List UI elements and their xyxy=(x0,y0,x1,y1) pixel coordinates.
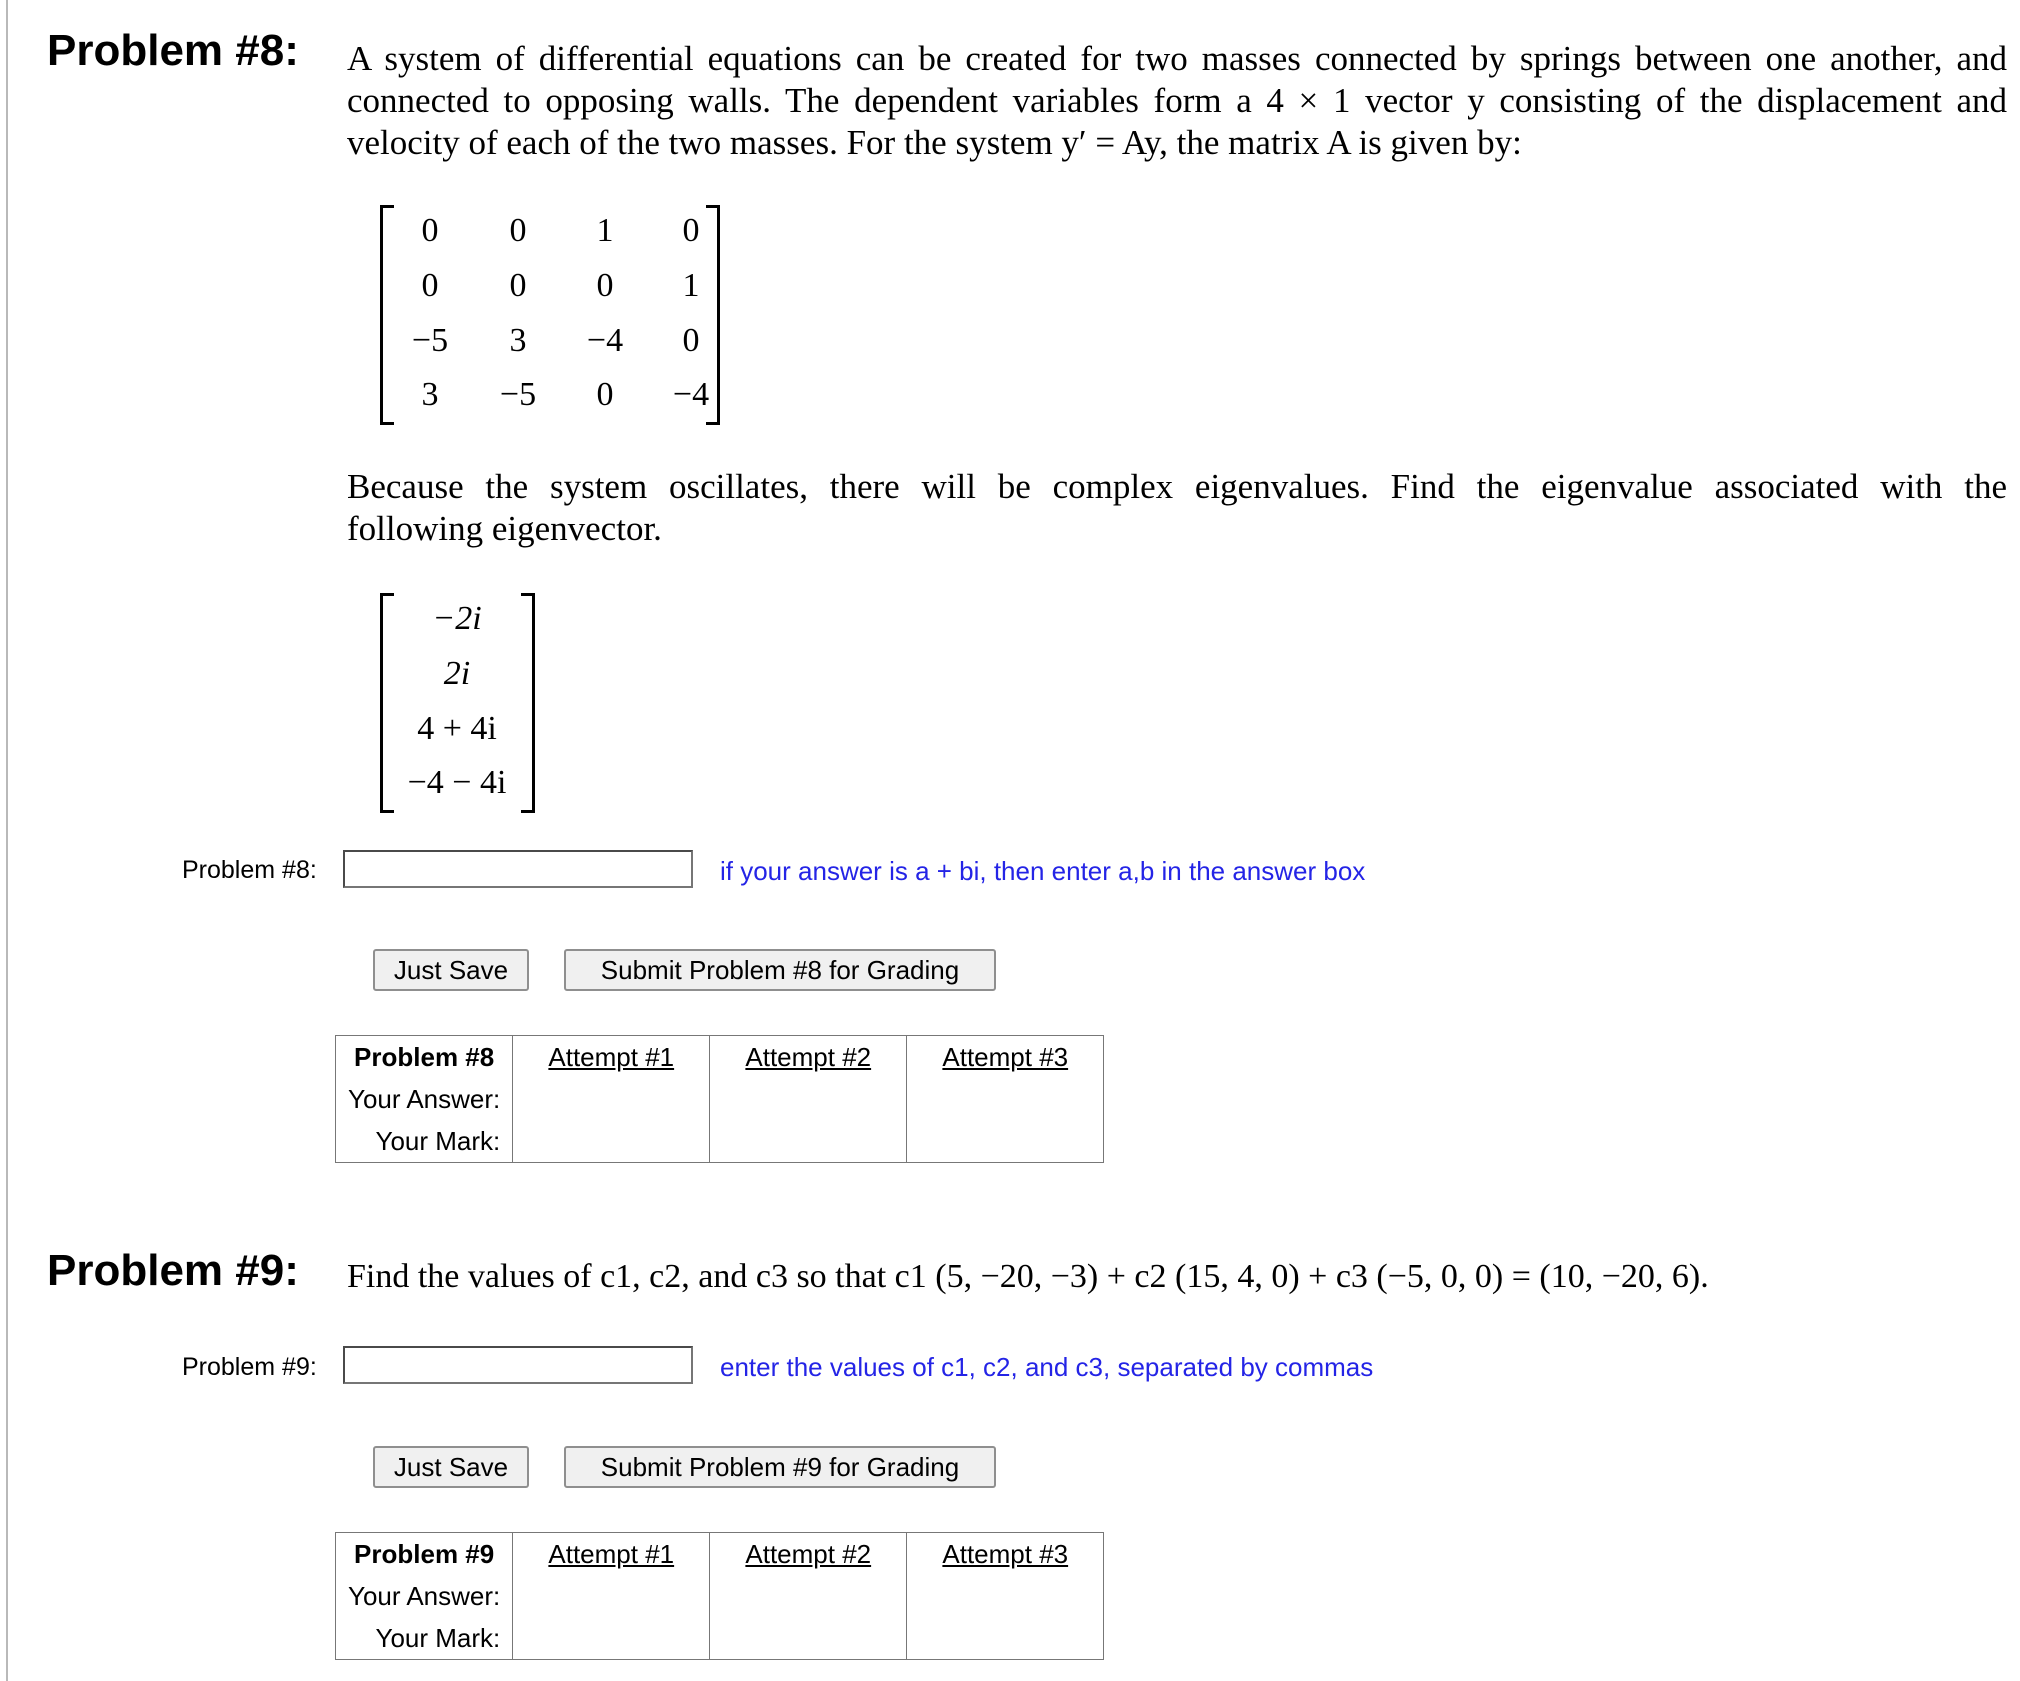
matrix-cell: 0 xyxy=(509,267,527,304)
problem-8-statement xyxy=(347,38,2007,164)
your-mark-label: Your Mark: xyxy=(336,1617,513,1660)
matrix-cell: 1 xyxy=(596,212,614,249)
matrix-cell: −4 xyxy=(586,322,624,359)
matrix-cell: −4 xyxy=(672,376,710,413)
attempt-2-answer xyxy=(710,1078,907,1120)
matrix-cell: −5 xyxy=(499,376,537,413)
attempt-3-mark xyxy=(907,1120,1104,1163)
your-answer-label: Your Answer: xyxy=(336,1078,513,1120)
attempt-2-mark xyxy=(710,1120,907,1163)
attempt-3-answer xyxy=(907,1078,1104,1120)
your-mark-label: Your Mark: xyxy=(336,1120,513,1163)
attempt-2-link[interactable]: Attempt #2 xyxy=(710,1533,907,1576)
problem-8-input-label: Problem #8: xyxy=(182,856,317,884)
matrix-cell: 0 xyxy=(421,267,439,304)
matrix-cell: 1 xyxy=(682,267,700,304)
problem-9-submit-button[interactable]: Submit Problem #9 for Grading xyxy=(564,1446,996,1488)
problem-9-input-label: Problem #9: xyxy=(182,1353,317,1381)
matrix-cell: 0 xyxy=(421,212,439,249)
attempt-1-link[interactable]: Attempt #1 xyxy=(513,1533,710,1576)
problem-8-statement-2 xyxy=(347,466,2007,550)
problem-8-hint: if your answer is a + bi, then enter a,b in the answer box xyxy=(720,856,1366,886)
vector-cell: −4 − 4i xyxy=(407,764,507,801)
matrix-cell: 0 xyxy=(509,212,527,249)
matrix-cell: 0 xyxy=(682,322,700,359)
attempt-2-answer xyxy=(710,1575,907,1617)
problem-9-attempts-table xyxy=(335,1532,1104,1660)
attempt-1-answer xyxy=(513,1078,710,1120)
statement-line-2: connected to opposing walls. The dependent variables form a 4 × 1 vector y consisting of the displacement and xyxy=(347,81,2007,120)
statement-line-1: A system of differential equations can be created for two masses connected by springs between one another, and xyxy=(347,39,2007,78)
attempt-1-link[interactable]: Attempt #1 xyxy=(513,1036,710,1079)
problem-8-answer-input[interactable] xyxy=(343,850,693,888)
matrix-left-bracket xyxy=(380,205,394,425)
statement-line-3: velocity of each of the two masses. For the system y′ = Ay, the matrix A is given by: xyxy=(347,123,1522,162)
matrix-cell: 0 xyxy=(682,212,700,249)
problem-8-submit-button[interactable]: Submit Problem #8 for Grading xyxy=(564,949,996,991)
attempt-1-mark xyxy=(513,1617,710,1660)
problem-9-save-button[interactable]: Just Save xyxy=(373,1446,529,1488)
attempt-3-link[interactable]: Attempt #3 xyxy=(907,1036,1104,1079)
eigenvector xyxy=(380,593,535,813)
attempt-3-mark xyxy=(907,1617,1104,1660)
attempt-1-mark xyxy=(513,1120,710,1163)
matrix-cell: 0 xyxy=(596,376,614,413)
vector-cell: −2i xyxy=(432,600,482,637)
matrix-cell: 0 xyxy=(596,267,614,304)
problem-9-hint: enter the values of c1, c2, and c3, separated by commas xyxy=(720,1352,1374,1382)
statement2-line-2: following eigenvector. xyxy=(347,509,662,548)
left-border xyxy=(6,0,8,1681)
attempt-2-link[interactable]: Attempt #2 xyxy=(710,1036,907,1079)
table-title: Problem #9 xyxy=(336,1533,513,1576)
problem-9-answer-input[interactable] xyxy=(343,1346,693,1384)
problem-8-save-button[interactable]: Just Save xyxy=(373,949,529,991)
problem-8-heading: Problem #8: xyxy=(47,26,299,75)
attempt-1-answer xyxy=(513,1575,710,1617)
problem-9-statement: Find the values of c1, c2, and c3 so that c1 (5, −20, −3) + c2 (15, 4, 0) + c3 (−5, 0, 0) = (10, −20, 6). xyxy=(347,1258,1709,1295)
matrix-cell: 3 xyxy=(421,376,439,413)
problem-8-attempts-table xyxy=(335,1035,1104,1163)
your-answer-label: Your Answer: xyxy=(336,1575,513,1617)
vector-cell: 2i xyxy=(443,655,471,692)
statement2-line-1: Because the system oscillates, there will be complex eigenvalues. Find the eigenvalue associated with the xyxy=(347,467,2007,506)
table-title: Problem #8 xyxy=(336,1036,513,1079)
attempt-2-mark xyxy=(710,1617,907,1660)
attempt-3-answer xyxy=(907,1575,1104,1617)
matrix-cell: 3 xyxy=(509,322,527,359)
problem-9-heading: Problem #9: xyxy=(47,1246,299,1295)
vector-cell: 4 + 4i xyxy=(417,710,497,747)
matrix-cell: −5 xyxy=(411,322,449,359)
attempt-3-link[interactable]: Attempt #3 xyxy=(907,1533,1104,1576)
matrix-a xyxy=(380,205,720,425)
